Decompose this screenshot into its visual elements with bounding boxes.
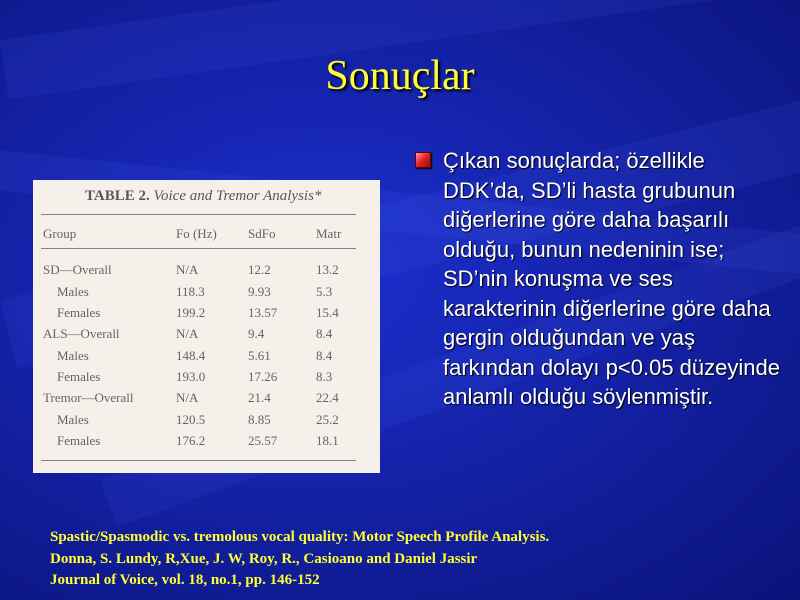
citation-line: Spastic/Spasmodic vs. tremolous vocal quality: Motor Speech Profile Analysis. xyxy=(50,529,550,545)
table-cell: Tremor—Overall xyxy=(43,390,134,405)
table-header-fo: Fo (Hz) xyxy=(176,226,217,241)
table-cell: 13.2 xyxy=(316,262,339,277)
table-cell: 8.4 xyxy=(316,348,333,363)
table-cell: Males xyxy=(57,412,89,427)
table-cell: 22.4 xyxy=(316,390,339,405)
table-cell: 9.93 xyxy=(248,284,271,299)
table-cell: SD—Overall xyxy=(43,262,112,277)
table-cell: 199.2 xyxy=(176,305,206,320)
table-cell: 13.57 xyxy=(248,305,278,320)
table-cell: N/A xyxy=(176,390,199,405)
citation-line: Journal of Voice, vol. 18, no.1, pp. 146-152 xyxy=(50,572,320,588)
table-cell: N/A xyxy=(176,326,199,341)
table-cell: 8.85 xyxy=(248,412,271,427)
table-cell: 120.5 xyxy=(176,412,206,427)
table-cell: Females xyxy=(57,305,101,320)
table-cell: 12.2 xyxy=(248,262,271,277)
table-cell: Females xyxy=(57,433,101,448)
table-cell: Females xyxy=(57,369,101,384)
table-cell: 8.4 xyxy=(316,326,333,341)
table-header-matr: Matr xyxy=(316,226,342,241)
table-cell: 17.26 xyxy=(248,369,278,384)
table-caption-title: Voice and Tremor Analysis* xyxy=(153,188,322,204)
table-header-group: Group xyxy=(43,226,77,241)
square-bullet-icon xyxy=(415,152,431,168)
table-rule-header xyxy=(41,248,356,249)
table-cell: 193.0 xyxy=(176,369,206,384)
table-cell: 5.61 xyxy=(248,348,271,363)
table-rule-top xyxy=(41,214,356,215)
citation xyxy=(50,527,790,592)
table-cell: 15.4 xyxy=(316,305,339,320)
table-cell: Males xyxy=(57,348,89,363)
table-cell: N/A xyxy=(176,262,199,277)
slide-title: Sonuçlar xyxy=(325,53,475,99)
table-image xyxy=(33,180,380,473)
table-cell: 176.2 xyxy=(176,433,206,448)
table-cell: 5.3 xyxy=(316,284,333,299)
table-cell: 9.4 xyxy=(248,326,265,341)
citation-line: Donna, S. Lundy, R,Xue, J. W, Roy, R., Casioano and Daniel Jassir xyxy=(50,550,478,567)
table-cell: 148.4 xyxy=(176,348,206,363)
table-cell: 25.57 xyxy=(248,433,278,448)
bullet-text: Çıkan sonuçlarda; özellikle DDK’da, SD’li hasta grubunun diğerlerine göre daha başarılı olduğu, bunun nedeninin ise; SD’nin konuşma ve ses karakterinin diğerlerine göre daha gergin olduğundan ve yaş farkından dolayı p<0.05 düzeyinde anlamlı olduğu söylenmiştir. xyxy=(443,148,780,409)
table-rule-bottom xyxy=(41,460,356,461)
table-caption-label: TABLE 2. xyxy=(85,188,150,204)
table-header-sdfo: SdFo xyxy=(248,226,276,241)
table-cell: Males xyxy=(57,284,89,299)
table-cell: ALS—Overall xyxy=(43,326,120,341)
table-cell: 21.4 xyxy=(248,390,271,405)
table-cell: 8.3 xyxy=(316,369,333,384)
table-cell: 25.2 xyxy=(316,412,339,427)
table-cell: 118.3 xyxy=(176,284,205,299)
table-caption xyxy=(85,188,321,205)
table-cell: 18.1 xyxy=(316,433,339,448)
